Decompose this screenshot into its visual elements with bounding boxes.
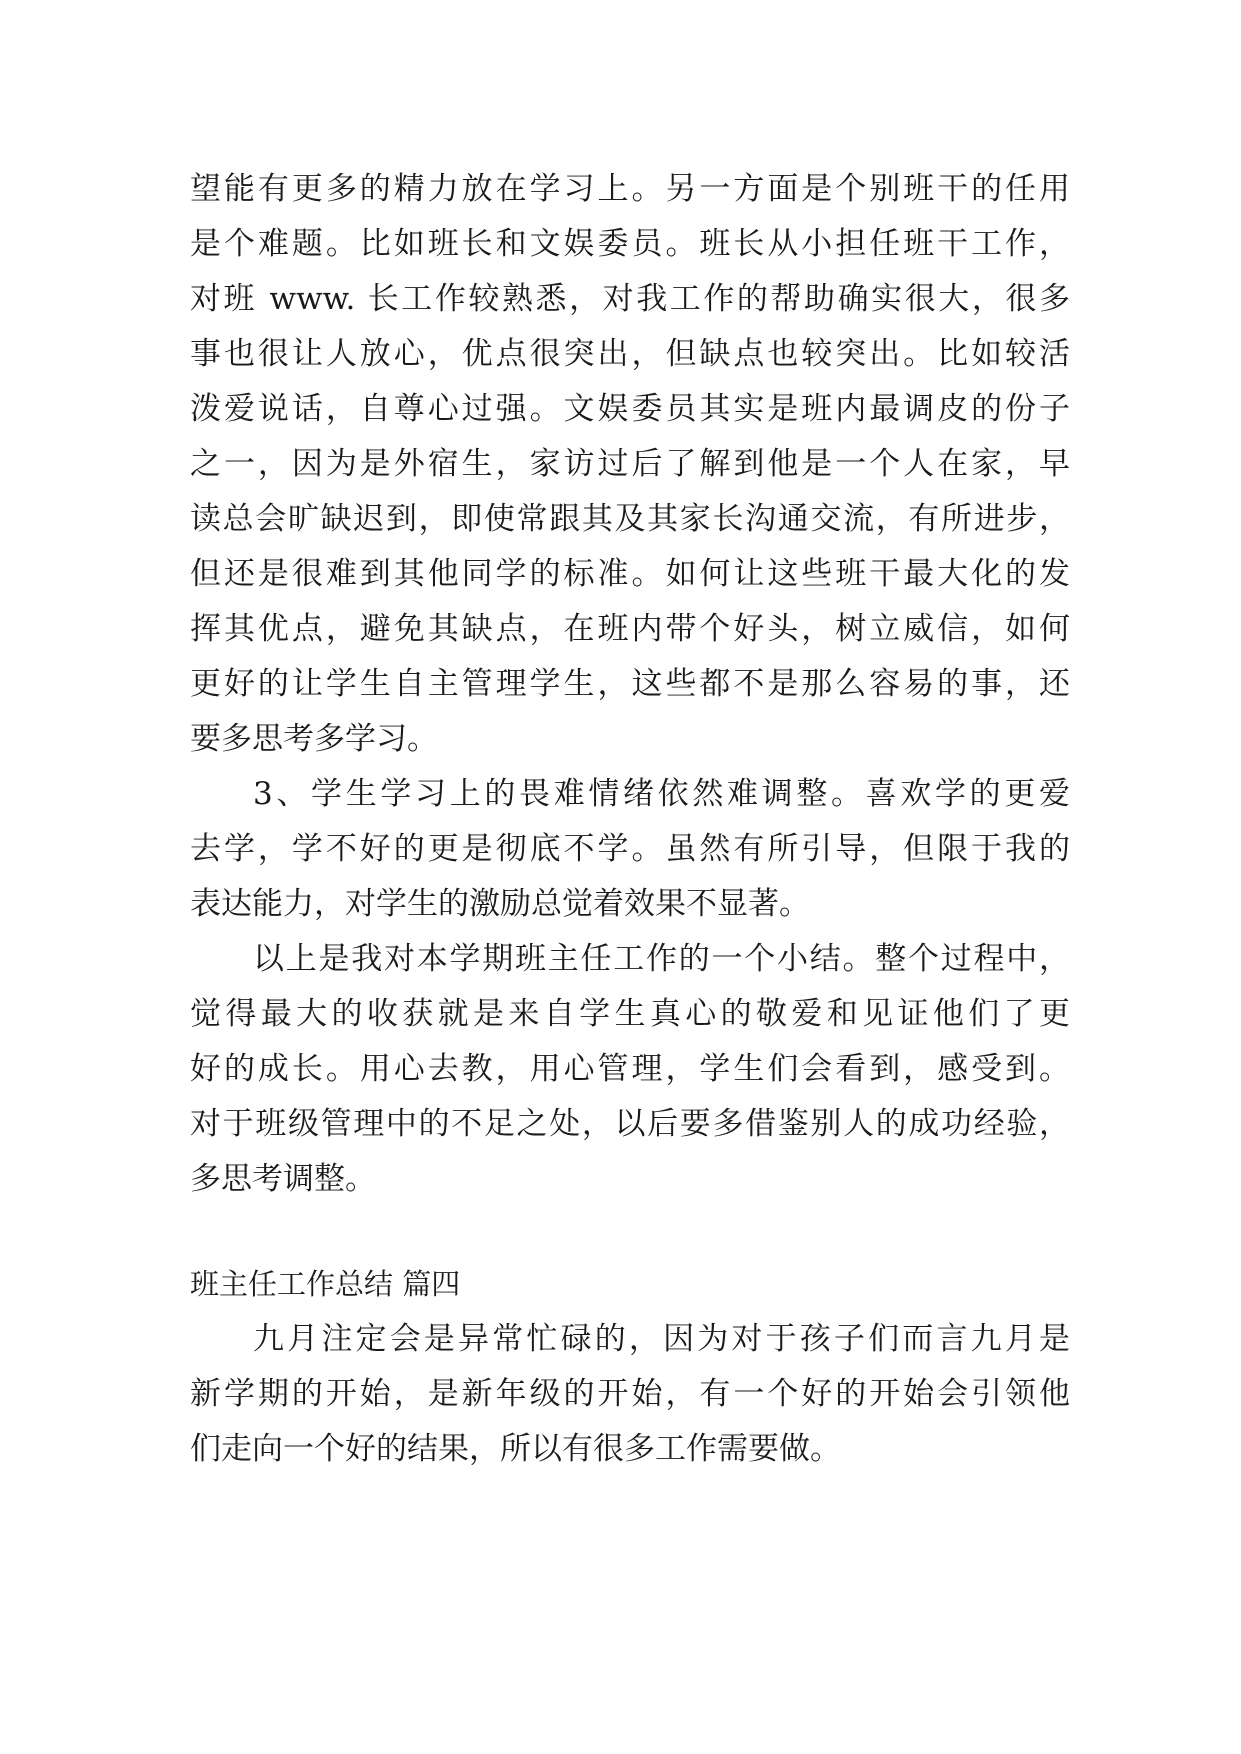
text-line: 表达能力，对学生的激励总觉着效果不显著。 xyxy=(190,886,810,922)
text-line: 们走向一个好的结果，所以有很多工作需要做。 xyxy=(190,1431,841,1467)
paragraph-start-line: 九月注定会是异常忙碌的，因为对于孩子们而言九月是 xyxy=(253,1321,1070,1357)
text-line: 新学期的开始，是新年级的开始，有一个好的开始会引领他 xyxy=(190,1376,1070,1412)
text-line: 好的成长。用心去教，用心管理，学生们会看到，感受到。 xyxy=(190,1051,1070,1087)
text-line: 觉得最大的收获就是来自学生真心的敬爱和见证他们了更 xyxy=(190,996,1070,1032)
text-line: 读总会旷缺迟到，即使常跟其及其家长沟通交流，有所进步， xyxy=(190,501,1070,537)
text-line: 是个难题。比如班长和文娱委员。班长从小担任班干工作， xyxy=(190,226,1070,262)
paragraph-start-line: 以上是我对本学期班主任工作的一个小结。整个过程中， xyxy=(253,941,1070,977)
text-line: 但还是很难到其他同学的标准。如何让这些班干最大化的发 xyxy=(190,556,1070,592)
text-line: 望能有更多的精力放在学习上。另一方面是个别班干的任用 xyxy=(190,171,1070,207)
text-line: 多思考调整。 xyxy=(190,1161,376,1197)
text-line: 事也很让人放心，优点很突出，但缺点也较突出。比如较活 xyxy=(190,336,1070,372)
text-line: 对班 www. 长工作较熟悉，对我工作的帮助确实很大，很多 xyxy=(190,281,1070,317)
text-line: 泼爱说话，自尊心过强。文娱委员其实是班内最调皮的份子 xyxy=(190,391,1070,427)
text-line: 之一，因为是外宿生，家访过后了解到他是一个人在家，早 xyxy=(190,446,1070,482)
text-line: 更好的让学生自主管理学生，这些都不是那么容易的事，还 xyxy=(190,666,1070,702)
text-line: 挥其优点，避免其缺点，在班内带个好头，树立威信，如何 xyxy=(190,611,1070,647)
paragraph-start-line: 3、学生学习上的畏难情绪依然难调整。喜欢学的更爱 xyxy=(253,776,1070,812)
section-heading: 班主任工作总结 篇四 xyxy=(190,1267,461,1301)
text-line: 要多思考多学习。 xyxy=(190,721,438,757)
text-line: 去学，学不好的更是彻底不学。虽然有所引导，但限于我的 xyxy=(190,831,1070,867)
text-line: 对于班级管理中的不足之处，以后要多借鉴别人的成功经验， xyxy=(190,1106,1070,1142)
